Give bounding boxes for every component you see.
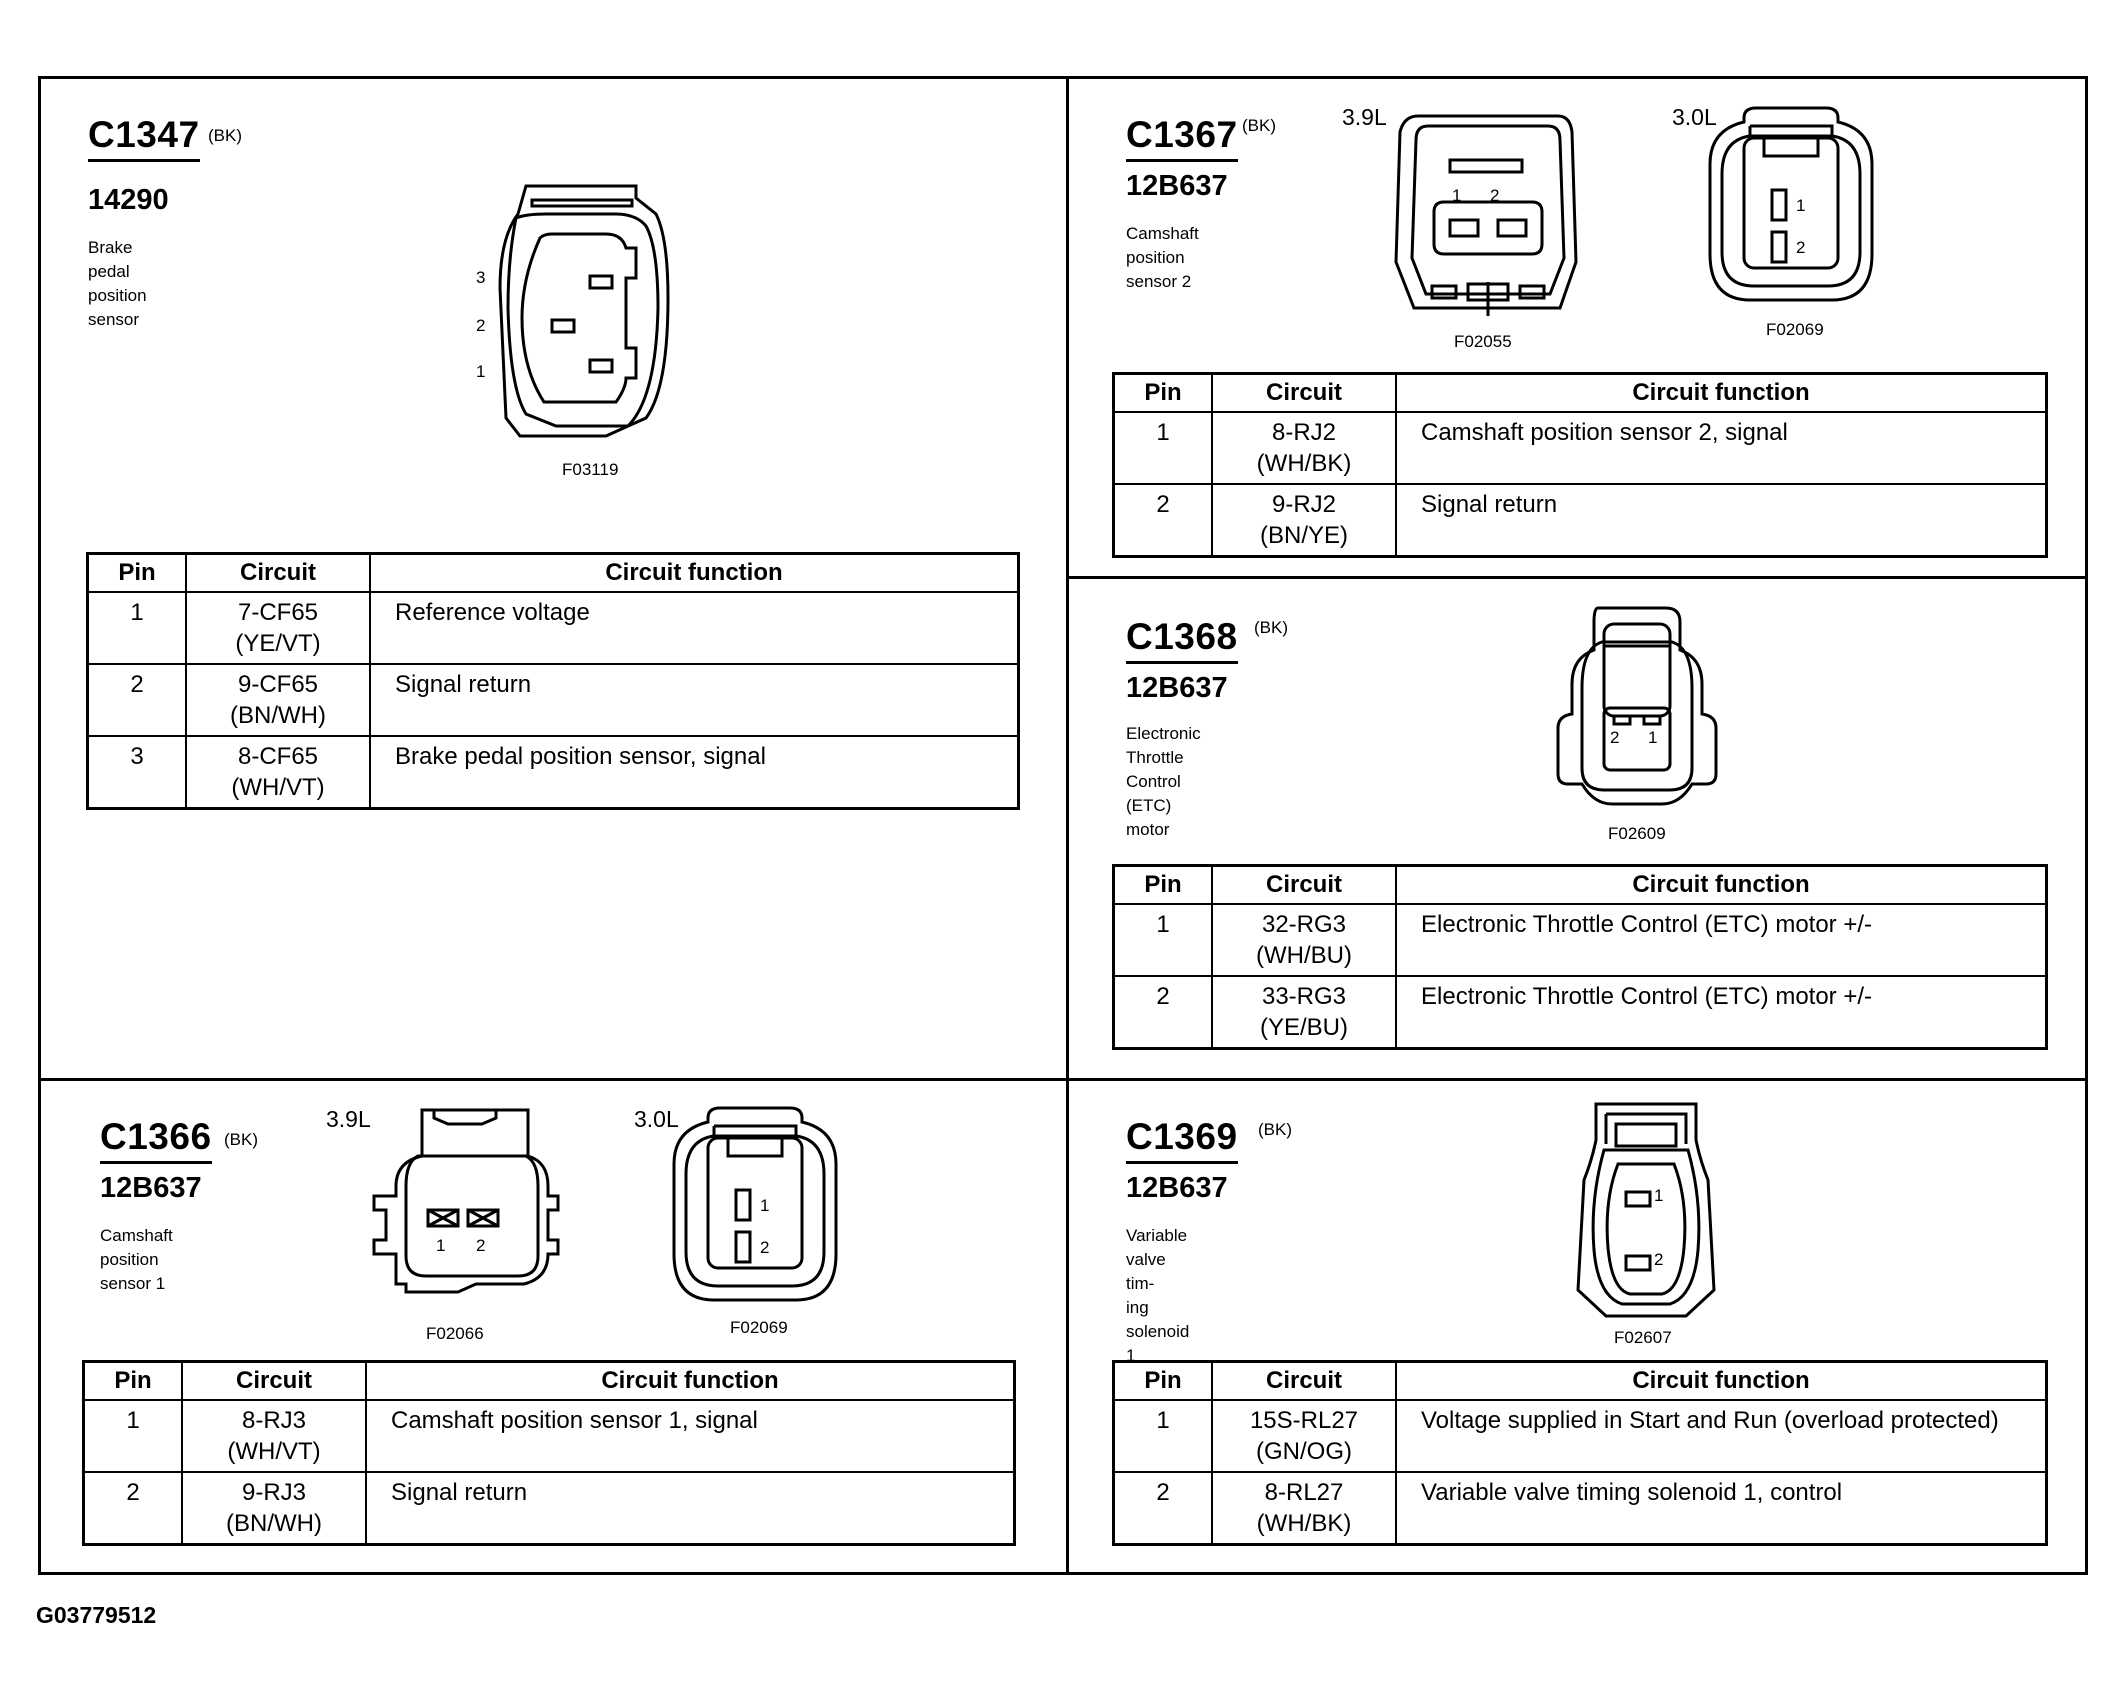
table-row <box>1114 484 2047 557</box>
panel-divider-vertical <box>1066 78 1069 1574</box>
description-line: ing solenoid 1 <box>1126 1298 1190 1365</box>
header-function: Circuit function <box>1396 1362 2047 1401</box>
pin-cell: 1 <box>1114 1400 1213 1472</box>
panel-divider-horizontal <box>40 1078 2086 1081</box>
circuit-cell <box>1212 904 1396 976</box>
table-row <box>1114 412 2047 484</box>
circuit-id: 9-RJ3 <box>241 1479 307 1506</box>
pin-label: 2 <box>1490 186 1500 205</box>
connector-code: C1369 <box>1126 1118 1238 1164</box>
pin-cell: 2 <box>1114 484 1213 557</box>
circuit-id: 8-RJ3 <box>241 1407 307 1434</box>
connector-color: (BK) <box>1242 116 1276 135</box>
pin-cell: 2 <box>88 664 187 736</box>
wire-color: (BN/WH) <box>226 1510 322 1537</box>
circuit-id: 33-RG3 <box>1261 983 1347 1010</box>
figure-label: F03119 <box>562 460 619 479</box>
description-line: sensor <box>88 310 140 329</box>
wire-color: (WH/VT) <box>231 774 325 801</box>
table-row <box>1114 976 2047 1049</box>
circuit-id: 8-CF65 <box>237 743 319 770</box>
figure-label: F02066 <box>426 1324 484 1343</box>
header-pin: Pin <box>88 554 187 593</box>
header-function: Circuit function <box>366 1362 1015 1401</box>
header-pin: Pin <box>1114 866 1213 905</box>
pin-cell: 2 <box>1114 976 1213 1049</box>
description-line: sensor 2 <box>1126 272 1192 291</box>
description-line: Camshaft position <box>100 1226 173 1269</box>
function-cell: Signal return <box>1396 484 2047 557</box>
pin-table <box>1112 372 2048 558</box>
engine-variant: 3.9L <box>326 1106 371 1132</box>
connector-description <box>100 1224 173 1296</box>
connector-face-icon <box>1576 1100 1716 1320</box>
pin-cell: 3 <box>88 736 187 809</box>
connector-face-icon <box>1542 604 1732 814</box>
header-function: Circuit function <box>1396 866 2047 905</box>
figure-label: F02069 <box>730 1318 788 1337</box>
pin-label: 2 <box>1610 728 1620 747</box>
header-pin: Pin <box>1114 374 1213 413</box>
function-cell: Electronic Throttle Control (ETC) motor +/- <box>1396 904 2047 976</box>
figure-label: F02609 <box>1608 824 1666 843</box>
header-circuit: Circuit <box>1212 866 1396 905</box>
circuit-cell <box>1212 412 1396 484</box>
description-line: Camshaft position <box>1126 224 1199 267</box>
circuit-id: 15S-RL27 <box>1249 1407 1359 1434</box>
wire-color: (WH/BK) <box>1256 450 1352 477</box>
pin-cell: 2 <box>84 1472 183 1545</box>
wire-color: (BN/WH) <box>230 702 326 729</box>
function-cell: Brake pedal position sensor, signal <box>370 736 1019 809</box>
header-circuit: Circuit <box>182 1362 366 1401</box>
circuit-cell <box>186 664 370 736</box>
circuit-id: 9-RJ2 <box>1271 491 1337 518</box>
pin-label: 2 <box>476 1236 486 1255</box>
figure-reference: G03779512 <box>36 1602 157 1628</box>
part-number: 14290 <box>88 184 169 216</box>
function-cell: Electronic Throttle Control (ETC) motor +/- <box>1396 976 2047 1049</box>
pin-label: 1 <box>1452 186 1462 205</box>
figure-label: F02607 <box>1614 1328 1672 1347</box>
function-cell: Camshaft position sensor 2, signal <box>1396 412 2047 484</box>
header-pin: Pin <box>1114 1362 1213 1401</box>
wire-color: (WH/VT) <box>227 1438 321 1465</box>
function-cell: Reference voltage <box>370 592 1019 664</box>
engine-variant: 3.0L <box>634 1106 679 1132</box>
connector-color: (BK) <box>1254 618 1288 637</box>
function-cell: Signal return <box>370 664 1019 736</box>
pin-label: 2 <box>760 1238 770 1257</box>
circuit-cell <box>186 736 370 809</box>
table-row <box>88 736 1019 809</box>
pin-table <box>82 1360 1016 1546</box>
connector-face-3-9l-icon <box>372 1106 562 1296</box>
pin-label: 3 <box>476 268 486 287</box>
connector-description <box>1126 1224 1189 1368</box>
pin-cell: 1 <box>84 1400 183 1472</box>
connector-description <box>1126 722 1201 842</box>
connector-code: C1366 <box>100 1118 212 1164</box>
table-header-row <box>84 1362 1015 1401</box>
part-number: 12B637 <box>1126 170 1228 202</box>
wire-color: (GN/OG) <box>1256 1438 1352 1465</box>
table-row <box>1114 904 2047 976</box>
pin-cell: 1 <box>1114 904 1213 976</box>
pin-table <box>86 552 1020 810</box>
circuit-id: 32-RG3 <box>1261 911 1347 938</box>
connector-code: C1368 <box>1126 618 1238 664</box>
table-header-row <box>1114 1362 2047 1401</box>
pin-cell: 1 <box>1114 412 1213 484</box>
connector-color: (BK) <box>224 1130 258 1149</box>
description-line: Electronic Throttle <box>1126 724 1201 767</box>
table-row <box>1114 1400 2047 1472</box>
header-function: Circuit function <box>1396 374 2047 413</box>
connector-description <box>88 236 147 332</box>
pin-table <box>1112 864 2048 1050</box>
pin-label: 1 <box>476 362 486 381</box>
circuit-id: 8-RL27 <box>1264 1479 1344 1506</box>
pin-label: 1 <box>1796 196 1806 215</box>
circuit-cell <box>1212 1472 1396 1545</box>
figure-label: F02069 <box>1766 320 1824 339</box>
wire-color: (YE/VT) <box>235 630 321 657</box>
circuit-cell <box>182 1472 366 1545</box>
part-number: 12B637 <box>1126 672 1228 704</box>
connector-code: C1367 <box>1126 116 1238 162</box>
wire-color: (WH/BK) <box>1256 1510 1352 1537</box>
circuit-id: 8-RJ2 <box>1271 419 1337 446</box>
pin-label: 1 <box>760 1196 770 1215</box>
figure-label: F02055 <box>1454 332 1512 351</box>
header-circuit: Circuit <box>186 554 370 593</box>
connector-description <box>1126 222 1199 294</box>
function-cell: Voltage supplied in Start and Run (overload protected) <box>1396 1400 2047 1472</box>
connector-code: C1347 <box>88 116 200 162</box>
circuit-cell <box>186 592 370 664</box>
pin-label: 2 <box>1654 1250 1664 1269</box>
pin-label: 2 <box>1796 238 1806 257</box>
table-row <box>88 664 1019 736</box>
function-cell: Camshaft position sensor 1, signal <box>366 1400 1015 1472</box>
connector-color: (BK) <box>1258 1120 1292 1139</box>
pin-cell: 2 <box>1114 1472 1213 1545</box>
table-header-row <box>1114 866 2047 905</box>
description-line: sensor 1 <box>100 1274 166 1293</box>
connector-face-3-0l-icon <box>1706 104 1876 304</box>
connector-face-3-9l-icon <box>1388 112 1588 312</box>
pin-label: 1 <box>436 1236 446 1255</box>
header-circuit: Circuit <box>1212 1362 1396 1401</box>
table-row <box>84 1400 1015 1472</box>
circuit-cell <box>1212 976 1396 1049</box>
header-circuit: Circuit <box>1212 374 1396 413</box>
part-number: 12B637 <box>100 1172 202 1204</box>
circuit-cell <box>1212 1400 1396 1472</box>
wire-color: (BN/YE) <box>1259 522 1348 549</box>
part-number: 12B637 <box>1126 1172 1228 1204</box>
engine-variant: 3.0L <box>1672 104 1717 130</box>
pin-table <box>1112 1360 2048 1546</box>
connector-color: (BK) <box>208 126 242 145</box>
pin-cell: 1 <box>88 592 187 664</box>
circuit-cell <box>182 1400 366 1472</box>
description-line: Brake pedal position <box>88 238 147 305</box>
header-function: Circuit function <box>370 554 1019 593</box>
connector-face-icon <box>496 178 676 438</box>
circuit-id: 7-CF65 <box>237 599 319 626</box>
table-row <box>84 1472 1015 1545</box>
table-header-row <box>1114 374 2047 413</box>
pin-label: 1 <box>1654 1186 1664 1205</box>
wire-color: (WH/BU) <box>1256 942 1352 969</box>
table-header-row <box>88 554 1019 593</box>
table-row <box>1114 1472 2047 1545</box>
header-pin: Pin <box>84 1362 183 1401</box>
description-line: Control (ETC) motor <box>1126 772 1181 839</box>
function-cell: Signal return <box>366 1472 1015 1545</box>
function-cell: Variable valve timing solenoid 1, control <box>1396 1472 2047 1545</box>
connector-face-3-0l-icon <box>670 1104 840 1304</box>
circuit-id: 9-CF65 <box>237 671 319 698</box>
panel-divider-right-middle <box>1066 576 2086 579</box>
table-row <box>88 592 1019 664</box>
description-line: Variable valve tim- <box>1126 1226 1188 1293</box>
pin-label: 2 <box>476 316 486 335</box>
pin-label: 1 <box>1648 728 1658 747</box>
circuit-cell <box>1212 484 1396 557</box>
wire-color: (YE/BU) <box>1259 1014 1348 1041</box>
engine-variant: 3.9L <box>1342 104 1387 130</box>
